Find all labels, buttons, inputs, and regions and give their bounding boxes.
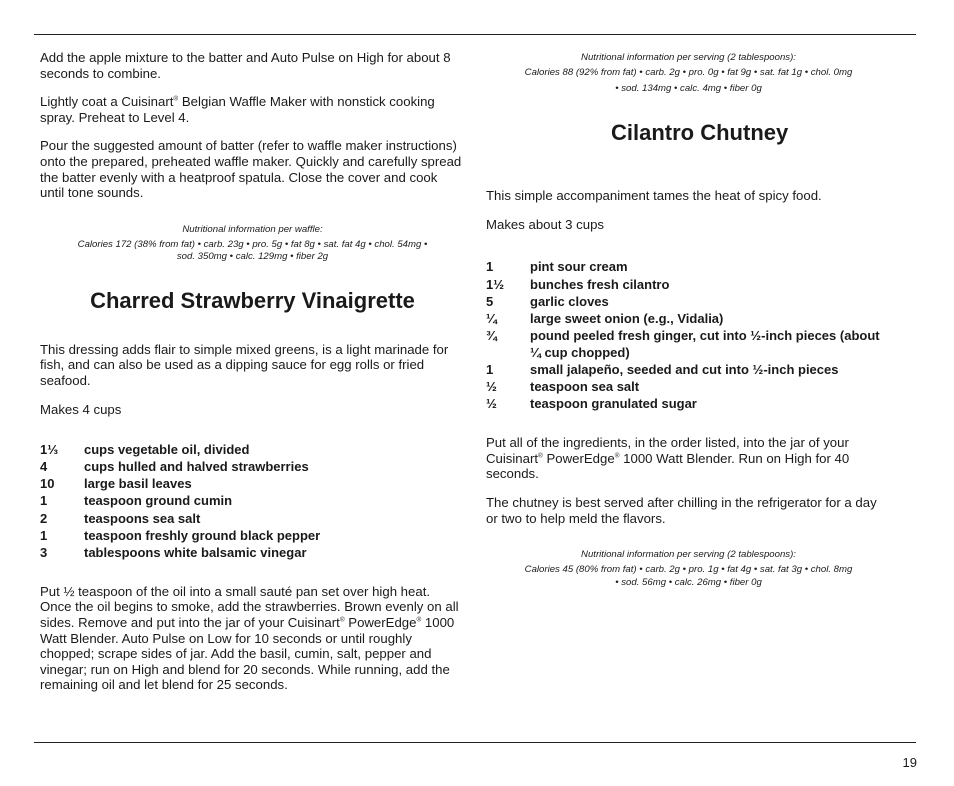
- ingredient-qty: ¾: [486, 327, 497, 343]
- ingredient-row: [40, 458, 320, 475]
- nutrition-label: Nutritional information per waffle:: [182, 223, 323, 235]
- nutrition-line-2: • sod. 56mg • calc. 26mg • fiber 0g: [615, 576, 762, 588]
- ingredient-qty: 10: [40, 476, 55, 492]
- recipe-title-chutney: Cilantro Chutney: [611, 120, 789, 146]
- ingredient-qty: 4: [40, 459, 48, 475]
- ingredient-list: [40, 441, 320, 561]
- ingredient-qty: 1: [40, 527, 48, 543]
- ingredient-row: [40, 475, 320, 492]
- ingredient-row: [486, 293, 891, 310]
- ingredient-item: tablespoons white balsamic vinegar: [84, 544, 307, 560]
- nutrition-line-1: Calories 45 (80% from fat) • carb. 2g • pro. 1g • fat 4g • sat. fat 3g • chol. 8mg: [524, 564, 853, 576]
- recipe-directions-2: The chutney is best served after chilling in the refrigerator for a day or two to help meld the flavors.: [486, 495, 877, 526]
- ingredient-item: teaspoon sea salt: [530, 379, 640, 395]
- ingredient-qty: 1: [486, 259, 494, 275]
- waffle-nutrition: [40, 223, 465, 264]
- recipe-directions-1: Put all of the ingredients, in the order listed, into the jar of your Cuisinart® PowerEdge® 1000 Watt Blender. Run on High for 40 seconds.: [486, 435, 850, 482]
- ingredient-row: [486, 395, 891, 412]
- ingredient-row: [486, 327, 891, 361]
- ingredient-item: large basil leaves: [84, 476, 192, 492]
- ingredient-row: [486, 276, 891, 293]
- ingredient-qty: ¼: [486, 310, 497, 326]
- recipe-yield: Makes about 3 cups: [486, 216, 605, 232]
- ingredient-item: cups hulled and halved strawberries: [84, 459, 309, 475]
- intro-paragraph-2: Lightly coat a Cuisinart® Belgian Waffle Maker with nonstick cooking spray. Preheat to Level 4.: [40, 94, 435, 125]
- intro-paragraph-3: Pour the suggested amount of batter (refer to waffle maker instructions) onto the prepared, preheated waffle maker. Quickly and carefully spread the batter evenly with a heatproof spatula. Close the cover and cook until tone sounds.: [40, 138, 462, 201]
- ingredient-qty: 5: [486, 293, 494, 309]
- ingredient-qty: ½: [486, 396, 497, 412]
- nutrition-line-2: sod. 350mg • calc. 129mg • fiber 2g: [176, 251, 329, 263]
- ingredient-row: [40, 492, 320, 509]
- previous-recipe-nutrition: [486, 50, 891, 96]
- chutney-nutrition: [486, 548, 891, 589]
- ingredient-item: small jalapeño, seeded and cut into ½-inch pieces: [530, 361, 839, 377]
- recipe-directions: Put ½ teaspoon of the oil into a small sauté pan set over high heat. Once the oil begins to smoke, add the strawberries. Brown evenly on all sides. Remove and put into the jar of your Cuisinart® PowerEdge® 1000 Watt Blender. Auto Pulse on Low for 10 seconds or until roughly chopped; scrape sides of jar. Add the basil, cumin, salt, pepper and vinegar; run on High and blend for 20 seconds. While running, add the remaining oil and let blend for 25 seconds.: [40, 583, 459, 693]
- ingredient-qty: 3: [40, 544, 48, 560]
- ingredient-qty: 1½: [486, 276, 505, 292]
- intro-paragraph-1: Add the apple mixture to the batter and Auto Pulse on High for about 8 seconds to combine.: [40, 50, 451, 81]
- ingredient-row: [40, 527, 320, 544]
- ingredient-qty: 1: [40, 493, 48, 509]
- nutrition-line-2: • sod. 134mg • calc. 4mg • fiber 0g: [615, 82, 762, 94]
- ingredient-row: [486, 258, 891, 275]
- ingredient-row: [40, 510, 320, 527]
- ingredient-item: large sweet onion (e.g., Vidalia): [530, 310, 724, 326]
- ingredient-item: teaspoon ground cumin: [84, 493, 233, 509]
- recipe-yield: Makes 4 cups: [40, 401, 122, 417]
- ingredient-item: garlic cloves: [530, 293, 609, 309]
- ingredient-item: teaspoon freshly ground black pepper: [84, 527, 321, 543]
- top-rule: [34, 34, 916, 35]
- ingredient-item: cups vegetable oil, divided: [84, 442, 250, 458]
- ingredient-row: [486, 378, 891, 395]
- nutrition-line-1: Calories 88 (92% from fat) • carb. 2g • pro. 0g • fat 9g • sat. fat 1g • chol. 0mg: [524, 67, 853, 79]
- ingredient-qty: 1: [486, 361, 494, 377]
- nutrition-label: Nutritional information per serving (2 tablespoons):: [581, 549, 796, 561]
- page-number: 19: [902, 755, 917, 770]
- ingredient-item: pound peeled fresh ginger, cut into ½-inch pieces (about ¼ cup chopped): [530, 327, 880, 360]
- ingredient-row: [40, 544, 320, 561]
- ingredient-item: pint sour cream: [530, 259, 628, 275]
- recipe-description: This dressing adds flair to simple mixed greens, is a light marinade for fish, and can also be used as a dipping sauce for egg rolls or fried seafood.: [40, 341, 449, 388]
- ingredient-row: [40, 441, 320, 458]
- ingredient-row: [486, 310, 891, 327]
- bottom-rule: [34, 742, 916, 743]
- ingredient-qty: 2: [40, 510, 48, 526]
- ingredient-item: bunches fresh cilantro: [530, 276, 670, 292]
- ingredient-list: [486, 258, 891, 412]
- right-column: [486, 50, 891, 589]
- nutrition-line-1: Calories 172 (38% from fat) • carb. 23g • pro. 5g • fat 8g • sat. fat 4g • chol. 54mg •: [77, 238, 428, 250]
- ingredient-item: teaspoons sea salt: [84, 510, 201, 526]
- recipe-title-vinaigrette: Charred Strawberry Vinaigrette: [90, 287, 415, 313]
- recipe-description: This simple accompaniment tames the heat of spicy food.: [486, 188, 822, 204]
- ingredient-row: [486, 361, 891, 378]
- nutrition-label: Nutritional information per serving (2 tablespoons):: [581, 52, 796, 63]
- ingredient-item: teaspoon granulated sugar: [530, 396, 697, 412]
- ingredient-qty: ½: [486, 379, 497, 395]
- ingredient-qty: 1⅓: [40, 442, 59, 458]
- left-column: [40, 50, 465, 706]
